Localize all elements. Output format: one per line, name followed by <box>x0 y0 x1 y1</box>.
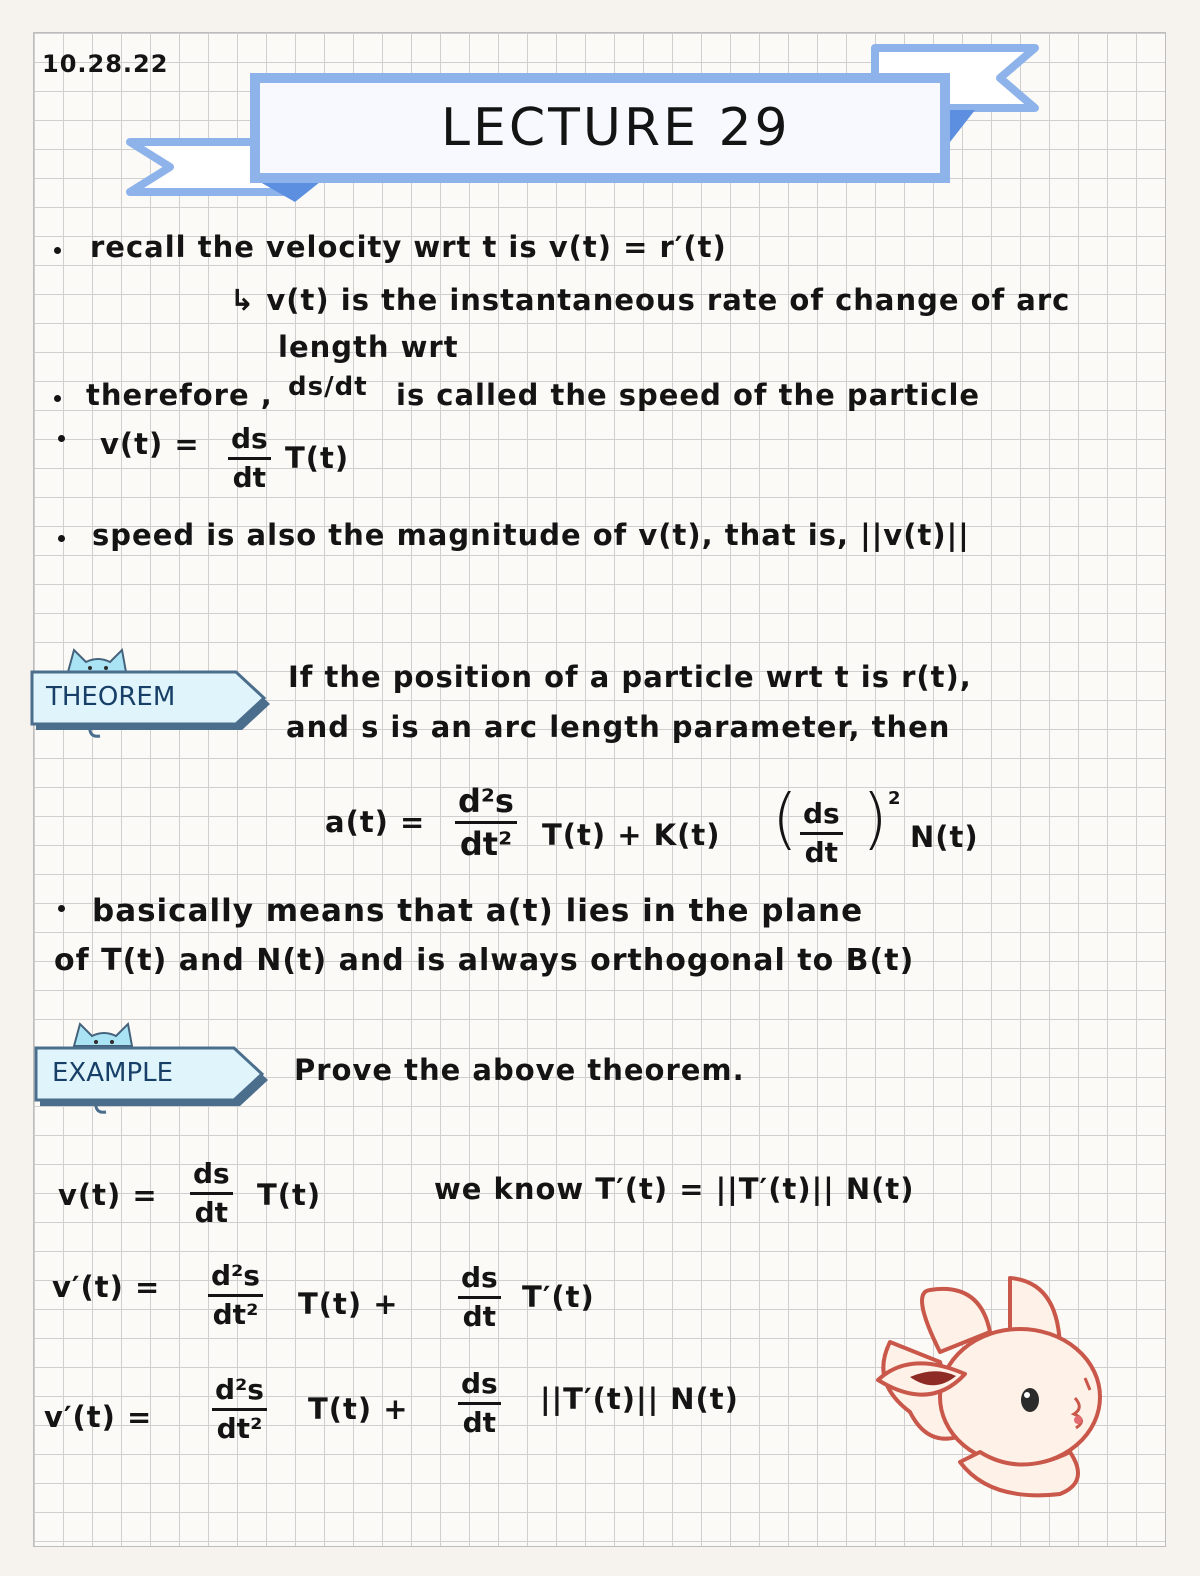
bullet-dot <box>54 395 61 402</box>
fraction-num: d²s <box>208 1262 263 1297</box>
note-velocity-sub: ↳ v(t) is the instantaneous rate of change of arc <box>230 283 1071 317</box>
bullet-dot <box>58 535 65 542</box>
fraction-den: dt <box>804 836 839 869</box>
bullet-dot <box>54 247 61 254</box>
theorem-note-2: of T(t) and N(t) and is always orthogonal to B(t) <box>54 943 915 978</box>
theorem-line-2: and s is an arc length parameter, then <box>286 710 951 744</box>
proof-line3-mid: T(t) + <box>308 1392 409 1426</box>
note-velocity-sub2: length wrt <box>278 330 459 364</box>
paren-close: ) <box>862 780 888 857</box>
proof-line1-rhs: T(t) <box>257 1178 322 1212</box>
fraction-num: d²s <box>212 1376 267 1411</box>
note-speed-frac: ds/dt <box>288 372 368 402</box>
fraction-ds-dt <box>800 797 843 869</box>
eevee-sticker <box>870 1262 1115 1512</box>
theorem-rhs: N(t) <box>910 820 979 854</box>
theorem-tag-label: THEOREM <box>46 682 176 712</box>
fraction-den: dt <box>462 1300 497 1333</box>
fraction-den: dt² <box>459 825 513 863</box>
fraction-d2s-dt2 <box>208 1259 263 1331</box>
note-velocity: recall the velocity wrt t is v(t) = r′(t) <box>90 230 727 264</box>
fraction-num: ds <box>800 800 843 835</box>
fraction-num: ds <box>458 1264 501 1299</box>
fraction-num: d²s <box>455 785 517 824</box>
bullet-dot <box>58 435 65 442</box>
proof-line3-rhs: ||T′(t)|| N(t) <box>540 1382 739 1416</box>
theorem-mid: T(t) + K(t) <box>542 818 721 852</box>
fraction-ds-dt <box>458 1261 501 1333</box>
exponent: 2 <box>888 788 901 809</box>
fraction-ds-dt <box>190 1157 233 1229</box>
theorem-line-1: If the position of a particle wrt t is r(t), <box>288 660 972 694</box>
date: 10.28.22 <box>42 50 169 78</box>
velocity-rhs: T(t) <box>285 441 350 475</box>
proof-line3-lhs: v′(t) = <box>44 1400 153 1434</box>
fraction-ds-dt <box>458 1367 501 1439</box>
proof-line2-mid: T(t) + <box>298 1287 399 1321</box>
proof-line1-lhs: v(t) = <box>58 1178 158 1212</box>
velocity-lhs: v(t) = <box>100 427 200 461</box>
fraction-ds-dt <box>228 422 271 494</box>
fraction-den: dt <box>232 461 267 494</box>
proof-line2-lhs: v′(t) = <box>52 1270 161 1304</box>
fraction-den: dt <box>462 1406 497 1439</box>
fraction-num: ds <box>190 1160 233 1195</box>
example-prompt: Prove the above theorem. <box>294 1053 745 1087</box>
bullet-dot <box>58 905 65 912</box>
note-magnitude: speed is also the magnitude of v(t), that is, ||v(t)|| <box>92 518 970 552</box>
note-speed-pre: therefore , <box>86 378 273 412</box>
example-tag-label: EXAMPLE <box>52 1058 174 1088</box>
fraction-d2s-dt2 <box>455 782 517 863</box>
fraction-den: dt² <box>216 1412 263 1445</box>
theorem-lhs: a(t) = <box>325 805 426 839</box>
theorem-note-1: basically means that a(t) lies in the plane <box>92 893 864 929</box>
fraction-num: ds <box>228 425 271 460</box>
paren-open: ( <box>772 780 798 857</box>
fraction-num: ds <box>458 1370 501 1405</box>
note-speed-post: is called the speed of the particle <box>396 378 981 412</box>
fraction-den: dt <box>194 1196 229 1229</box>
fraction-den: dt² <box>212 1298 259 1331</box>
page-title: LECTURE 29 <box>441 98 791 158</box>
proof-line2-rhs: T′(t) <box>522 1280 595 1314</box>
proof-known: we know T′(t) = ||T′(t)|| N(t) <box>434 1172 915 1206</box>
fraction-d2s-dt2 <box>212 1373 267 1445</box>
